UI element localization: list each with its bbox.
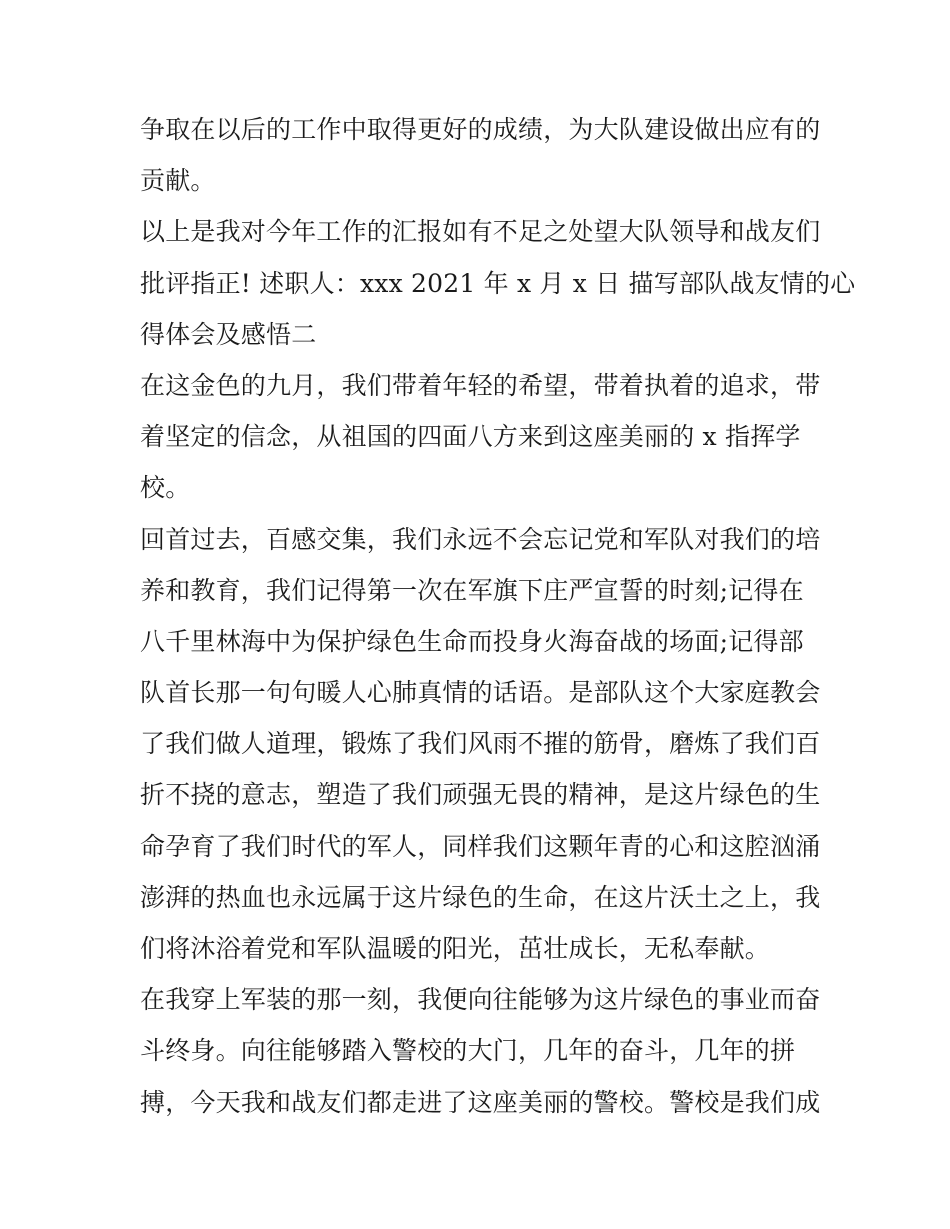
document-body xyxy=(140,104,856,1128)
text-line-1: 争取在以后的工作中取得更好的成绩，为大队建设做出应有的 xyxy=(140,115,821,144)
text-line-16: 澎湃的热血也永远属于这片绿色的生命，在这片沃土之上，我 xyxy=(140,882,821,912)
text-line-14: 折不挠的意志，塑造了我们顽强无畏的精神，是这片绿色的生 xyxy=(140,780,821,810)
text-line-19: 斗终身。向往能够踏入警校的大门，几年的奋斗，几年的拼 xyxy=(140,1036,796,1066)
text-line-18: 在我穿上军装的那一刻，我便向往能够为这片绿色的事业而奋 xyxy=(140,985,821,1015)
text-line-17: 们将沐浴着党和军队温暖的阳光，茁壮成长，无私奉献。 xyxy=(140,934,771,963)
text-line-2: 贡献。 xyxy=(140,166,216,196)
text-line-7: 着坚定的信念，从祖国的四面八方来到这座美丽的 x 指挥学 xyxy=(140,422,801,452)
text-line-11: 八千里林海中为保护绿色生命而投身火海奋战的场面;记得部 xyxy=(140,626,804,656)
text-line-10: 养和教育，我们记得第一次在军旗下庄严宣誓的时刻;记得在 xyxy=(140,575,804,605)
text-line-6: 在这金色的九月，我们带着年轻的希望，带着执着的追求，带 xyxy=(140,370,821,400)
text-line-15: 命孕育了我们时代的军人，同样我们这颗年青的心和这腔汹涌 xyxy=(140,831,821,861)
text-line-3: 以上是我对今年工作的汇报如有不足之处望大队领导和战友们 xyxy=(140,217,821,247)
text-line-20: 搏，今天我和战友们都走进了这座美丽的警校。警校是我们成 xyxy=(140,1087,821,1117)
text-line-4: 批评指正! 述职人：xxx 2021 年 x 月 x 日 描写部队战友情的心 xyxy=(140,268,856,298)
text-line-5: 得体会及感悟二 xyxy=(140,319,317,349)
text-line-13: 了我们做人道理，锻炼了我们风雨不摧的筋骨，磨炼了我们百 xyxy=(140,729,821,759)
text-line-9: 回首过去，百感交集，我们永远不会忘记党和军队对我们的培 xyxy=(140,524,821,554)
text-line-8: 校。 xyxy=(140,473,191,503)
text-line-12: 队首长那一句句暖人心肺真情的话语。是部队这个大家庭教会 xyxy=(140,678,821,708)
